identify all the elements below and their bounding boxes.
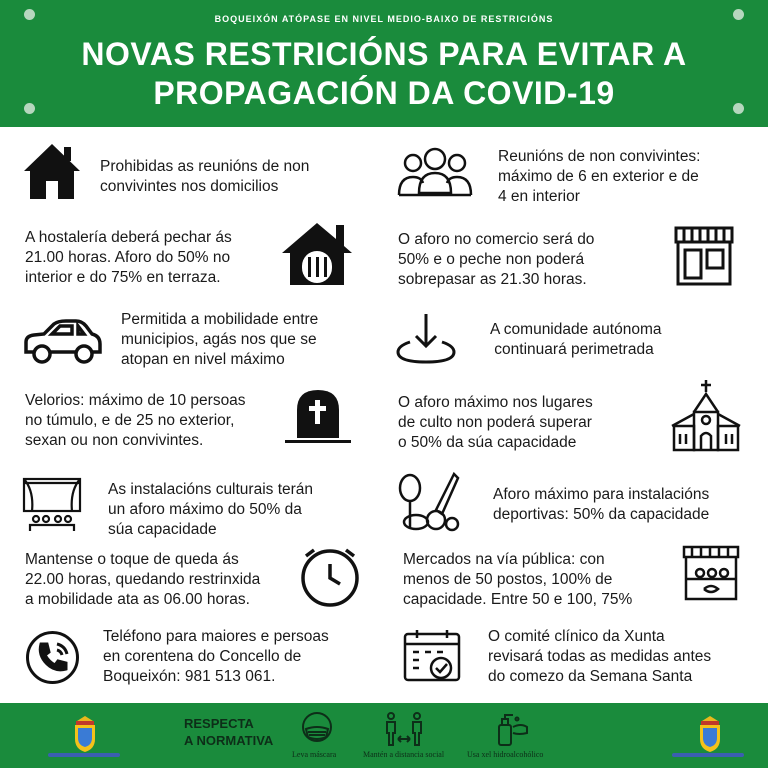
item-text-line: continuará perimetrada <box>490 341 654 358</box>
item-wakes <box>25 391 246 451</box>
car-icon <box>22 318 104 366</box>
item-non-cohabitant-gatherings <box>498 147 701 207</box>
item-text-line: 4 en interior <box>498 188 580 205</box>
tombstone-icon <box>285 388 351 446</box>
item-text-line: 21.00 horas. Aforo do 50% no <box>25 249 231 266</box>
item-text-line: Prohibidas as reunións de non <box>100 158 310 175</box>
item-text-line: convivintes nos domicilios <box>100 178 279 195</box>
item-sports <box>493 485 709 525</box>
item-text-line: A hostalería deberá pechar ás <box>25 229 232 246</box>
coat-of-arms-icon <box>697 715 723 753</box>
calendar-check-icon <box>403 628 461 684</box>
item-text-line: do comezo da Semana Santa <box>488 668 693 685</box>
item-curfew <box>25 550 260 610</box>
item-text-line: O aforo no comercio será do <box>398 231 595 248</box>
sports-icon <box>396 470 462 532</box>
item-phone <box>103 627 329 687</box>
item-text-line: Mercados na vía pública: con <box>403 551 605 568</box>
item-worship <box>398 393 593 453</box>
restaurant-icon <box>280 221 354 287</box>
hand-sanitizer-icon <box>493 711 529 747</box>
item-text-line: As instalacións culturais terán <box>108 481 314 498</box>
item-street-markets <box>403 550 632 610</box>
mask-label: Leva máscara <box>292 750 337 759</box>
item-text-line: O comité clínico da Xunta <box>488 628 665 645</box>
item-home-gatherings <box>100 157 309 197</box>
item-text-line: a mobilidade ata as 06.00 horas. <box>25 591 250 608</box>
footer-banner <box>0 703 768 768</box>
item-text-line: Aforo máximo para instalacións <box>493 486 710 503</box>
item-text-line: municipios, agás nos que se <box>121 331 317 348</box>
theater-icon <box>22 477 82 533</box>
face-mask-icon <box>298 711 336 747</box>
respect-rules-label <box>184 715 273 749</box>
coat-of-arms-icon <box>72 715 98 753</box>
item-text-line: O aforo máximo nos lugares <box>398 394 593 411</box>
group-people-icon <box>397 145 473 201</box>
title-line-1: NOVAS RESTRICIÓNS PARA EVITAR A <box>81 36 687 72</box>
item-text-line: Permitida a mobilidade entre <box>121 311 319 328</box>
item-text-line: máximo de 6 en exterior e de <box>498 168 699 185</box>
item-commerce <box>398 230 594 290</box>
header-subtitle: BOQUEIXÓN ATÓPASE EN NIVEL MEDIO-BAIXO DE RESTRICIÓNS <box>214 14 554 24</box>
item-hospitality <box>25 228 232 288</box>
gel-label: Usa xel hidroalcohólico <box>467 750 544 759</box>
item-clinical-committee <box>488 627 711 687</box>
item-text-line: capacidade. Entre 50 e 100, 75% <box>403 591 633 608</box>
item-text-line: 50% e o peche non poderá <box>398 251 585 268</box>
page-title <box>20 35 748 113</box>
clock-icon <box>298 544 362 608</box>
distance-label: Mantén a distancia social <box>363 750 445 759</box>
item-text-line: menos de 50 postos, 100% de <box>403 571 613 588</box>
item-text-line: Reunións de non convivintes: <box>498 148 701 165</box>
header-banner <box>0 0 768 127</box>
item-text-line: un aforo máximo do 50% da <box>108 501 302 518</box>
item-text-line: en corentena do Concello de <box>103 648 302 665</box>
item-text-line: revisará todas as medidas antes <box>488 648 712 665</box>
phone-icon <box>25 630 80 685</box>
item-text-line: súa capacidade <box>108 521 217 538</box>
item-text-line: atopan en nivel máximo <box>121 351 285 368</box>
item-text-line: deportivas: 50% da capacidade <box>493 506 710 523</box>
market-stall-icon <box>682 543 740 601</box>
church-icon <box>670 378 742 452</box>
item-text-line: de culto non poderá superar <box>398 414 592 431</box>
item-text-line: sexan ou non convivintes. <box>25 432 204 449</box>
title-line-2: PROPAGACIÓN DA COVID-19 <box>153 75 615 111</box>
respect-line-2: A NORMATIVA <box>184 733 274 748</box>
item-text-line: no túmulo, e de 25 no exterior, <box>25 412 235 429</box>
location-down-icon <box>396 312 456 366</box>
item-text-line: Boqueixón: 981 513 061. <box>103 668 276 685</box>
item-text-line: A comunidade autónoma <box>490 321 662 338</box>
item-text-line: Velorios: máximo de 10 persoas <box>25 392 246 409</box>
item-text-line: Mantense o toque de queda ás <box>25 551 239 568</box>
crest-caption-bar <box>48 753 120 757</box>
item-text-line: 22.00 horas, quedando restrinxida <box>25 571 261 588</box>
item-text-line: Teléfono para maiores e persoas <box>103 628 329 645</box>
shop-icon <box>672 224 736 288</box>
social-distance-icon <box>384 711 424 747</box>
item-mobility <box>121 310 318 370</box>
item-text-line: o 50% da súa capacidade <box>398 434 577 451</box>
item-cultural <box>108 480 313 540</box>
item-text-line: interior e do 75% en terraza. <box>25 269 221 286</box>
house-icon <box>22 141 82 201</box>
item-text-line: sobrepasar as 21.30 horas. <box>398 271 587 288</box>
item-perimeter <box>490 320 661 360</box>
respect-line-1: RESPECTA <box>184 716 254 731</box>
crest-caption-bar <box>672 753 744 757</box>
